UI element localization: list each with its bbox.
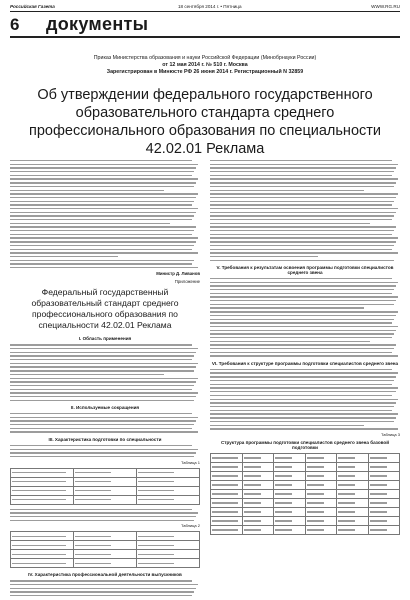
text-column-right — [210, 160, 400, 392]
text-line — [10, 516, 196, 517]
text-line — [10, 449, 198, 450]
table-cell — [211, 453, 243, 462]
section-1-heading: I. Область применения — [78, 336, 132, 342]
standard-title: Федеральный государственный образовательный стандарт среднего профессионального образования по специальности 42.02.01 Реклама — [31, 287, 179, 331]
minister-signature: Министр Д. Ливанов — [156, 271, 200, 277]
table-cell — [137, 541, 200, 550]
text-line — [10, 420, 196, 421]
text-line — [10, 431, 198, 432]
text-line — [10, 389, 192, 390]
table-row — [211, 462, 400, 471]
text-line — [210, 186, 394, 187]
table-cell — [242, 471, 274, 480]
text-line — [210, 204, 392, 205]
table-row — [11, 495, 200, 504]
text-line — [210, 307, 364, 308]
table-cell — [274, 480, 306, 489]
text-line — [210, 348, 394, 349]
page-number: 6 — [10, 15, 20, 34]
table-cell — [11, 532, 74, 541]
table-row — [211, 489, 400, 498]
table-row — [11, 559, 200, 568]
text-line — [10, 267, 198, 268]
table-cell — [305, 507, 337, 516]
newspaper-name: Российская Газета — [10, 4, 55, 9]
table-cell — [137, 550, 200, 559]
text-line — [210, 182, 396, 183]
text-line — [10, 520, 194, 521]
text-line — [210, 333, 394, 334]
text-line — [210, 289, 394, 290]
table-cell — [242, 462, 274, 471]
text-line — [210, 190, 364, 191]
text-line — [10, 413, 192, 414]
table-cell — [137, 559, 200, 568]
text-line — [210, 164, 398, 165]
text-line — [10, 348, 198, 349]
section-1-text — [10, 344, 200, 401]
text-line — [210, 376, 396, 377]
text-line — [210, 256, 318, 257]
text-line — [210, 193, 398, 194]
text-line — [210, 304, 394, 305]
table-cell — [11, 541, 74, 550]
text-line — [10, 370, 194, 371]
text-line — [10, 190, 164, 191]
text-line — [210, 410, 392, 411]
text-line — [10, 226, 196, 227]
text-line — [210, 417, 396, 418]
text-line — [210, 387, 398, 388]
table-cell — [368, 471, 400, 480]
text-line — [10, 378, 198, 379]
table-cell — [305, 453, 337, 462]
table-cell — [305, 498, 337, 507]
section-5-text — [210, 278, 400, 357]
text-line — [10, 204, 192, 205]
text-line — [10, 385, 194, 386]
text-line — [10, 197, 196, 198]
table-cell — [368, 453, 400, 462]
text-line — [10, 182, 196, 183]
section-3-heading: III. Характеристика подготовки по специальности — [48, 436, 162, 442]
text-line — [210, 428, 398, 429]
appendix-label: Приложение — [174, 279, 200, 285]
text-line — [210, 178, 398, 179]
text-line — [10, 178, 198, 179]
text-line — [210, 282, 398, 283]
table-1 — [10, 468, 200, 505]
text-line — [10, 263, 192, 264]
table-row — [211, 471, 400, 480]
text-line — [10, 352, 196, 353]
text-line — [10, 252, 198, 253]
text-line — [210, 402, 396, 403]
text-line — [210, 315, 396, 316]
text-line — [10, 424, 194, 425]
table-cell — [242, 498, 274, 507]
text-line — [210, 395, 392, 396]
table-row — [211, 525, 400, 534]
table-row — [11, 468, 200, 477]
text-line — [210, 337, 392, 338]
text-line — [210, 322, 392, 323]
table-cell — [305, 462, 337, 471]
text-line — [210, 285, 396, 286]
table-3 — [210, 453, 400, 535]
text-line — [210, 425, 364, 426]
text-line — [10, 241, 196, 242]
table-cell — [337, 525, 369, 534]
table-cell — [368, 507, 400, 516]
text-line — [10, 428, 192, 429]
text-line — [10, 230, 194, 231]
table-cell — [74, 550, 137, 559]
order-line-2: от 12 мая 2014 г. № 510 г. Москва — [162, 62, 248, 68]
section-title: документы — [46, 14, 149, 34]
table-cell — [74, 495, 137, 504]
table-2-label: Таблица 2 — [180, 523, 200, 529]
table-cell — [242, 480, 274, 489]
text-line — [210, 212, 396, 213]
text-line — [10, 237, 198, 238]
table-row — [11, 541, 200, 550]
text-line — [210, 249, 392, 250]
text-line — [210, 175, 392, 176]
text-line — [210, 219, 392, 220]
text-line — [10, 223, 170, 224]
section-5-heading: V. Требования к результатам освоения программы подготовки специалистов среднего звена — [216, 264, 394, 275]
table-cell — [242, 516, 274, 525]
order-line-1: Приказ Министерства образования и науки Российской Федерации (Минобрнауки России) — [93, 55, 317, 61]
text-line — [210, 399, 398, 400]
text-line — [210, 160, 392, 161]
text-line — [210, 230, 394, 231]
document-title: Об утверждении федерального государственного образовательного стандарта среднего профессионального образования по специальности 42.02.01 Реклама — [29, 87, 381, 157]
text-line — [210, 326, 398, 327]
order-block — [10, 55, 400, 76]
table-cell — [137, 468, 200, 477]
masthead-strip — [10, 2, 400, 11]
text-line — [10, 208, 198, 209]
text-line — [10, 167, 196, 168]
text-line — [10, 193, 198, 194]
text-line — [10, 588, 196, 589]
table-cell — [368, 480, 400, 489]
table-cell — [74, 486, 137, 495]
table-cell — [274, 525, 306, 534]
table-cell — [242, 489, 274, 498]
table-cell — [305, 525, 337, 534]
text-line — [210, 311, 398, 312]
table-3-label: Таблица 3 — [380, 431, 400, 437]
masthead-rule — [10, 11, 400, 12]
text-line — [10, 249, 192, 250]
table-cell — [211, 471, 243, 480]
table-cell — [305, 480, 337, 489]
table-cell — [274, 453, 306, 462]
text-line — [10, 164, 198, 165]
table-cell — [337, 462, 369, 471]
text-line — [10, 374, 164, 375]
text-line — [210, 330, 396, 331]
table-row — [11, 477, 200, 486]
text-line — [210, 293, 392, 294]
table-cell — [337, 471, 369, 480]
text-line — [10, 363, 198, 364]
text-line — [210, 300, 396, 301]
text-line — [10, 219, 192, 220]
table-cell — [368, 525, 400, 534]
table-2 — [10, 531, 200, 568]
text-line — [210, 208, 398, 209]
text-line — [210, 380, 394, 381]
text-line — [210, 355, 398, 356]
table-cell — [137, 532, 200, 541]
text-line — [210, 391, 396, 392]
text-line — [10, 366, 196, 367]
table-cell — [11, 468, 74, 477]
section-4-heading: IV. Характеристика профессиональной деятельности выпускников — [28, 572, 182, 578]
table-cell — [242, 525, 274, 534]
section-6-heading: VI. Требования к структуре программы подготовки специалистов среднего звена — [211, 360, 399, 366]
text-line — [210, 278, 392, 279]
text-line — [10, 591, 194, 592]
order-line-3: Зарегистрирован в Минюсте РФ 26 июня 2014 г. Регистрационный N 32859 — [106, 69, 304, 75]
text-line — [10, 234, 192, 235]
text-line — [10, 212, 196, 213]
text-line — [210, 223, 370, 224]
table-cell — [137, 486, 200, 495]
table-cell — [368, 462, 400, 471]
table-cell — [137, 477, 200, 486]
text-line — [10, 186, 194, 187]
text-line — [210, 319, 394, 320]
table-cell — [337, 507, 369, 516]
table-cell — [211, 480, 243, 489]
text-line — [10, 160, 192, 161]
table-row — [211, 480, 400, 489]
text-line — [210, 167, 396, 168]
text-line — [10, 175, 192, 176]
text-line — [210, 226, 396, 227]
table-cell — [11, 550, 74, 559]
structure-intro-text — [210, 395, 400, 430]
text-line — [10, 171, 194, 172]
competencies-text — [210, 160, 400, 261]
text-line — [10, 509, 192, 510]
text-line — [210, 384, 392, 385]
table-cell — [11, 559, 74, 568]
text-line — [210, 341, 370, 342]
text-line — [210, 237, 398, 238]
table-cell — [242, 507, 274, 516]
table-cell — [211, 525, 243, 534]
text-line — [210, 215, 394, 216]
section-rule — [10, 36, 400, 38]
table-cell — [74, 559, 137, 568]
table-row — [211, 516, 400, 525]
table-cell — [211, 462, 243, 471]
text-line — [210, 296, 398, 297]
table-cell — [368, 498, 400, 507]
text-line — [10, 215, 194, 216]
table-cell — [274, 471, 306, 480]
table-row — [211, 507, 400, 516]
text-line — [210, 372, 398, 373]
table-cell — [74, 541, 137, 550]
table-cell — [274, 462, 306, 471]
section-3-text — [10, 445, 200, 457]
table-row — [211, 498, 400, 507]
table-cell — [337, 489, 369, 498]
text-line — [10, 452, 196, 453]
table-cell — [368, 516, 400, 525]
text-line — [10, 359, 192, 360]
text-line — [210, 252, 398, 253]
table-cell — [274, 489, 306, 498]
structure-block — [210, 395, 400, 595]
table-cell — [11, 495, 74, 504]
table-cell — [211, 489, 243, 498]
text-line — [10, 512, 198, 513]
table-cell — [337, 516, 369, 525]
text-line — [210, 171, 394, 172]
text-line — [210, 406, 394, 407]
table-cell — [11, 486, 74, 495]
table-cell — [274, 507, 306, 516]
table-cell — [74, 532, 137, 541]
table-cell — [242, 453, 274, 462]
text-line — [10, 400, 194, 401]
preamble-text — [10, 160, 200, 268]
text-line — [210, 352, 392, 353]
text-line — [10, 445, 192, 446]
text-line — [10, 260, 194, 261]
text-line — [210, 234, 392, 235]
table-row — [11, 532, 200, 541]
text-line — [210, 241, 396, 242]
table-cell — [305, 516, 337, 525]
text-line — [210, 245, 394, 246]
text-line — [210, 344, 396, 345]
text-line — [10, 396, 196, 397]
section-2-text — [10, 413, 200, 433]
text-line — [210, 260, 394, 261]
text-column-left — [10, 160, 200, 596]
table-cell — [337, 480, 369, 489]
table-cell — [274, 516, 306, 525]
section-3-text-2 — [10, 509, 200, 521]
text-line — [210, 201, 394, 202]
table-cell — [337, 453, 369, 462]
table-1-label: Таблица 1 — [180, 459, 200, 465]
section-2-heading: II. Используемые сокращения — [70, 405, 140, 411]
text-line — [10, 595, 192, 596]
table-row — [11, 486, 200, 495]
text-line — [10, 344, 192, 345]
table-cell — [11, 477, 74, 486]
table-cell — [74, 468, 137, 477]
table-row — [211, 453, 400, 462]
table-row — [11, 550, 200, 559]
text-line — [10, 201, 194, 202]
text-line — [10, 355, 194, 356]
text-line — [10, 381, 196, 382]
text-line — [10, 392, 198, 393]
issue-date: 18 сентября 2014 г. • Пятница — [178, 4, 242, 9]
section-6-text — [210, 369, 400, 392]
text-line — [10, 256, 118, 257]
text-line — [210, 197, 396, 198]
table-cell — [337, 498, 369, 507]
text-line — [10, 584, 198, 585]
section-4-text — [10, 580, 200, 596]
text-line — [210, 369, 392, 370]
table-cell — [211, 498, 243, 507]
text-line — [10, 456, 194, 457]
table-cell — [211, 516, 243, 525]
text-line — [10, 580, 192, 581]
table-cell — [274, 498, 306, 507]
table-cell — [305, 489, 337, 498]
text-line — [10, 245, 194, 246]
text-line — [210, 421, 394, 422]
table-cell — [74, 477, 137, 486]
site-url: WWW.RG.RU — [371, 4, 400, 9]
table-cell — [305, 471, 337, 480]
text-line — [10, 417, 198, 418]
table-cell — [211, 507, 243, 516]
table-3-title: Структура программы подготовки специалистов среднего звена базовой подготовки — [220, 439, 390, 450]
table-cell — [137, 495, 200, 504]
text-line — [210, 413, 398, 414]
table-cell — [368, 489, 400, 498]
